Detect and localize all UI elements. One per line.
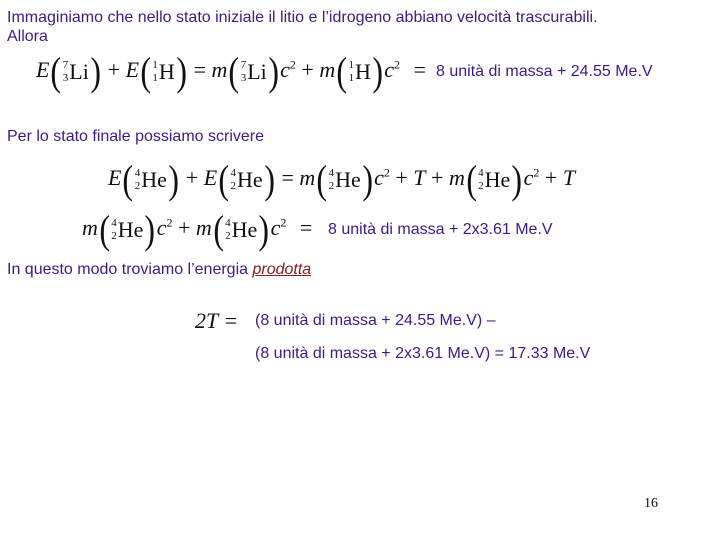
equation-final-state: E(4 2He) + E(4 2He) = m(4 $2He)c^2 + T + m(4$ $2He)c^2 + T$ xyxy=(108,157,576,202)
intro-text-line1: Immaginiamo che nello stato iniziale il litio e l’idrogeno abbiano velocità trascurabili. xyxy=(7,9,598,26)
twoT-line2: (8 unità di massa + 2x3.61 Me.V) = 17.33 Me.V xyxy=(255,345,591,362)
twoT-label: 2T = xyxy=(195,308,239,333)
produced-word: prodotta xyxy=(252,261,312,278)
initial-energy-result: 8 unità di massa + 24.55 Me.V xyxy=(436,63,653,80)
final-state-heading: Per lo stato finale possiamo scrivere xyxy=(7,128,264,145)
final-energy-result: 8 unità di massa + 2x3.61 Me.V xyxy=(328,221,553,238)
intro-text-line2: Allora xyxy=(7,28,48,45)
page-number: 16 xyxy=(644,496,658,511)
twoT-line1: (8 unità di massa + 24.55 Me.V) – xyxy=(255,312,496,329)
equation-initial-state: E(7 3Li) + E(1 1H) = m(7 $3Li)c^2 + m(1$ $1H)c^2$ = xyxy=(36,49,426,94)
equation-final-mass: m(4 $2He)c^2 + m(4$ $2He)c^2$ = xyxy=(82,207,313,252)
energy-produced-text: In questo modo troviamo l’energia prodotta xyxy=(7,261,312,278)
